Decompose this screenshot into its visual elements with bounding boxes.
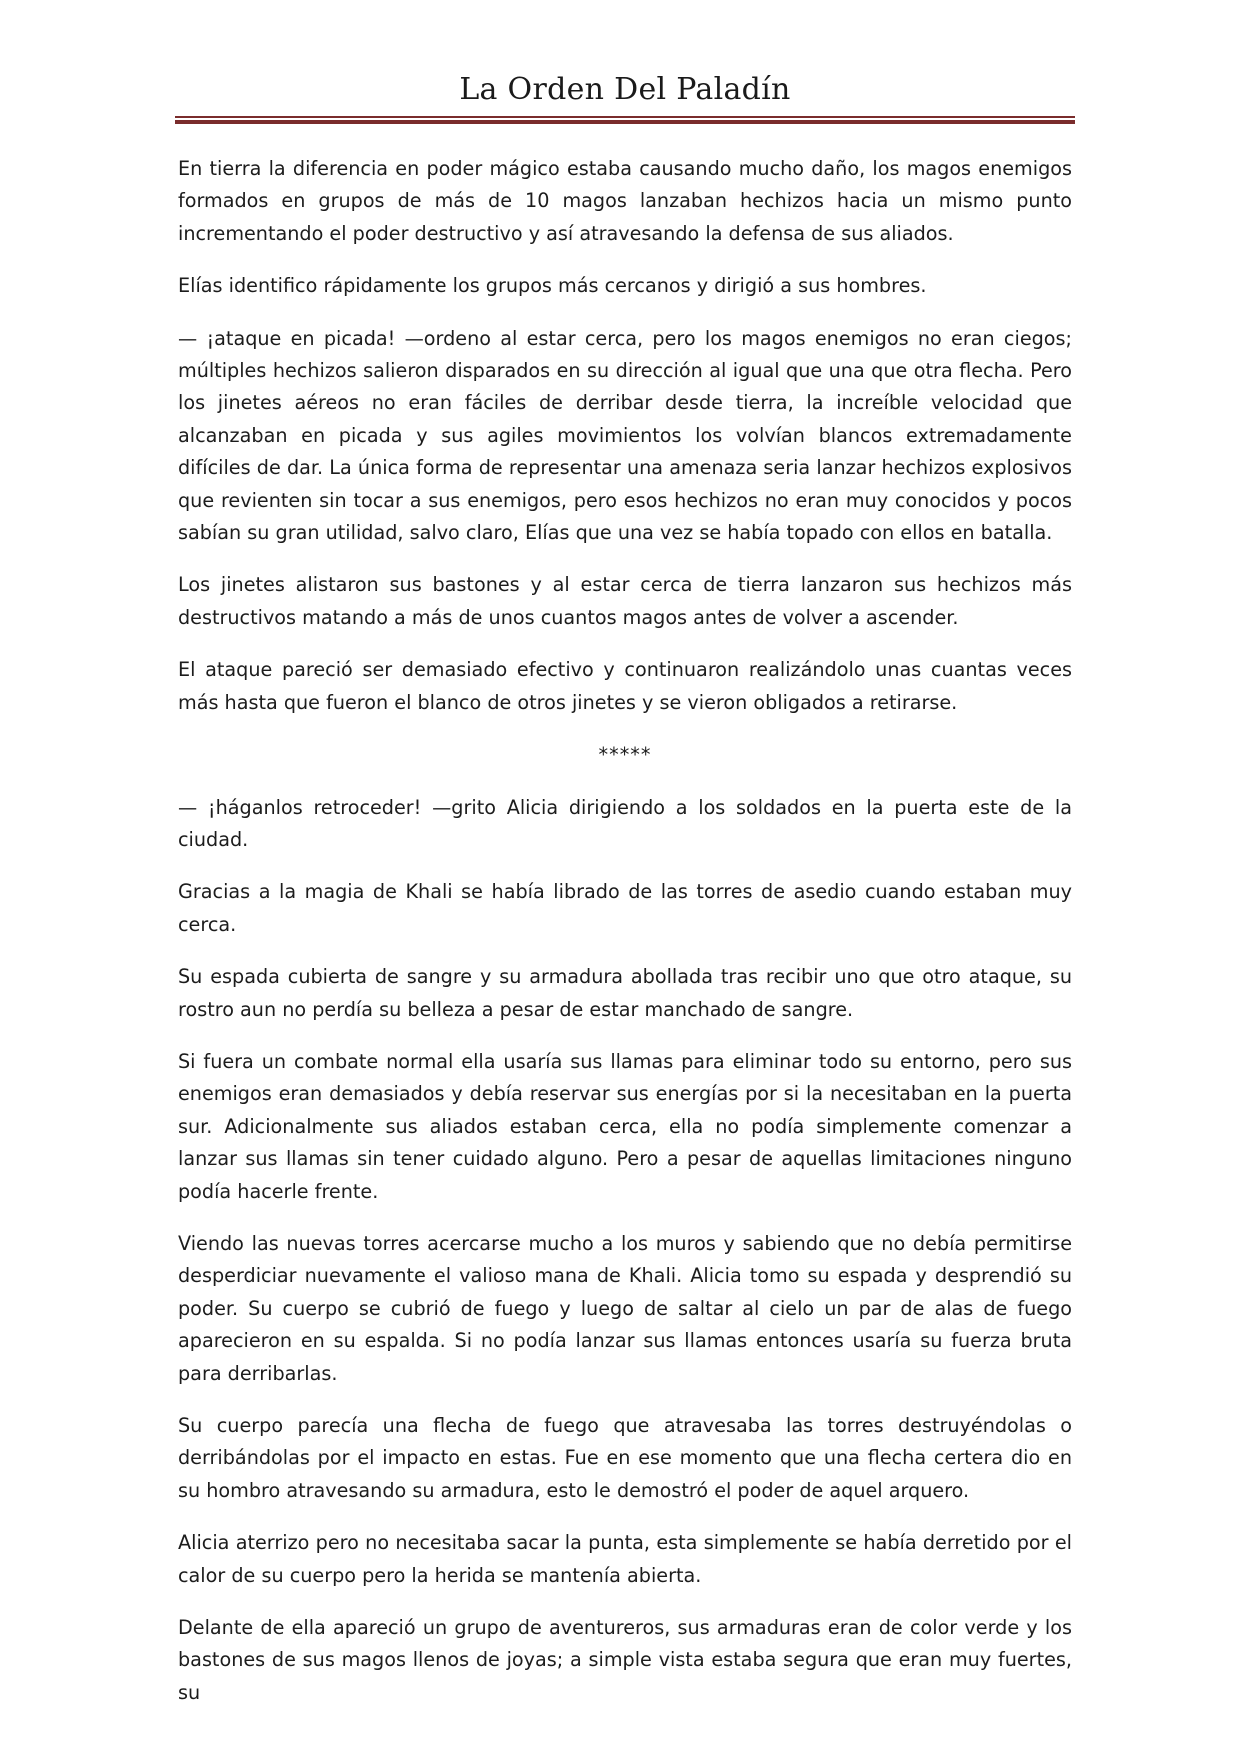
- scene-separator: *****: [598, 743, 652, 767]
- paragraph: Delante de ella apareció un grupo de aventureros, sus armaduras eran de color verde y los bastones de sus magos llenos de joyas; a simple vista estaba segura que eran muy fuertes, su: [178, 1616, 1072, 1704]
- paragraph: Los jinetes alistaron sus bastones y al estar cerca de tierra lanzaron sus hechizos más destructivos matando a más de unos cuantos magos antes de volver a ascender.: [178, 573, 1072, 629]
- paragraph: Alicia aterrizo pero no necesitaba sacar la punta, esta simplemente se había derretido por el calor de su cuerpo pero la herida se mantenía abierta.: [178, 1531, 1072, 1587]
- paragraph: Su espada cubierta de sangre y su armadura abollada tras recibir uno que otro ataque, su rostro aun no perdía su belleza a pesar de estar manchado de sangre.: [178, 965, 1072, 1021]
- paragraph: Gracias a la magia de Khali se había librado de las torres de asedio cuando estaban muy cerca.: [178, 880, 1072, 936]
- header-rule-thick: [175, 120, 1075, 124]
- page-header: [175, 70, 1075, 110]
- paragraph: — ¡ataque en picada! —ordeno al estar cerca, pero los magos enemigos no eran ciegos; múltiples hechizos salieron disparados en su dirección al igual que una que otra flecha. Pero los jinetes aéreos no eran fáciles de derribar desde tierra, la increíble velocidad que alcanzaban en picada y sus agiles movimientos los volvían blancos extremadamente difíciles de dar. La única forma de representar una amenaza seria lanzar hechizos explosivos que revienten sin tocar a sus enemigos, pero esos hechizos no eran muy conocidos y pocos sabían su gran utilidad, salvo claro, Elías que una vez se había topado con ellos en batalla.: [178, 326, 1072, 545]
- paragraph: Viendo las nuevas torres acercarse mucho a los muros y sabiendo que no debía permitirse desperdiciar nuevamente el valioso mana de Khali. Alicia tomo su espada y desprendió su poder. Su cuerpo se cubrió de fuego y luego de saltar al cielo un par de alas de fuego aparecieron en su espalda. Si no podía lanzar sus llamas entonces usaría su fuerza bruta para derribarlas.: [178, 1231, 1072, 1385]
- paragraph: Su cuerpo parecía una flecha de fuego que atravesaba las torres destruyéndolas o derribándolas por el impacto en estas. Fue en ese momento que una flecha certera dio en su hombro atravesando su armadura, esto le demostró el poder de aquel arquero.: [178, 1414, 1072, 1502]
- header-rule-thin: [175, 116, 1075, 118]
- body-text: [178, 153, 1072, 1729]
- paragraph: El ataque pareció ser demasiado efectivo y continuaron realizándolo unas cuantas veces más hasta que fueron el blanco de otros jinetes y se vieron obligados a retirarse.: [178, 658, 1072, 714]
- paragraph: — ¡háganlos retroceder! —grito Alicia dirigiendo a los soldados en la puerta este de la ciudad.: [178, 795, 1072, 851]
- paragraph: Elías identifico rápidamente los grupos más cercanos y dirigió a sus hombres.: [178, 274, 927, 298]
- paragraph: Si fuera un combate normal ella usaría sus llamas para eliminar todo su entorno, pero sus enemigos eran demasiados y debía reservar sus energías por si la necesitaban en la puerta sur. Adicionalmente sus aliados estaban cerca, ella no podía simplemente comenzar a lanzar sus llamas sin tener cuidado alguno. Pero a pesar de aquellas limitaciones ninguno podía hacerle frente.: [178, 1049, 1072, 1203]
- paragraph: En tierra la diferencia en poder mágico estaba causando mucho daño, los magos enemigos formados en grupos de más de 10 magos lanzaban hechizos hacia un mismo punto incrementando el poder destructivo y así atravesando la defensa de sus aliados.: [178, 157, 1072, 245]
- book-title: La Orden Del Paladín: [459, 72, 791, 107]
